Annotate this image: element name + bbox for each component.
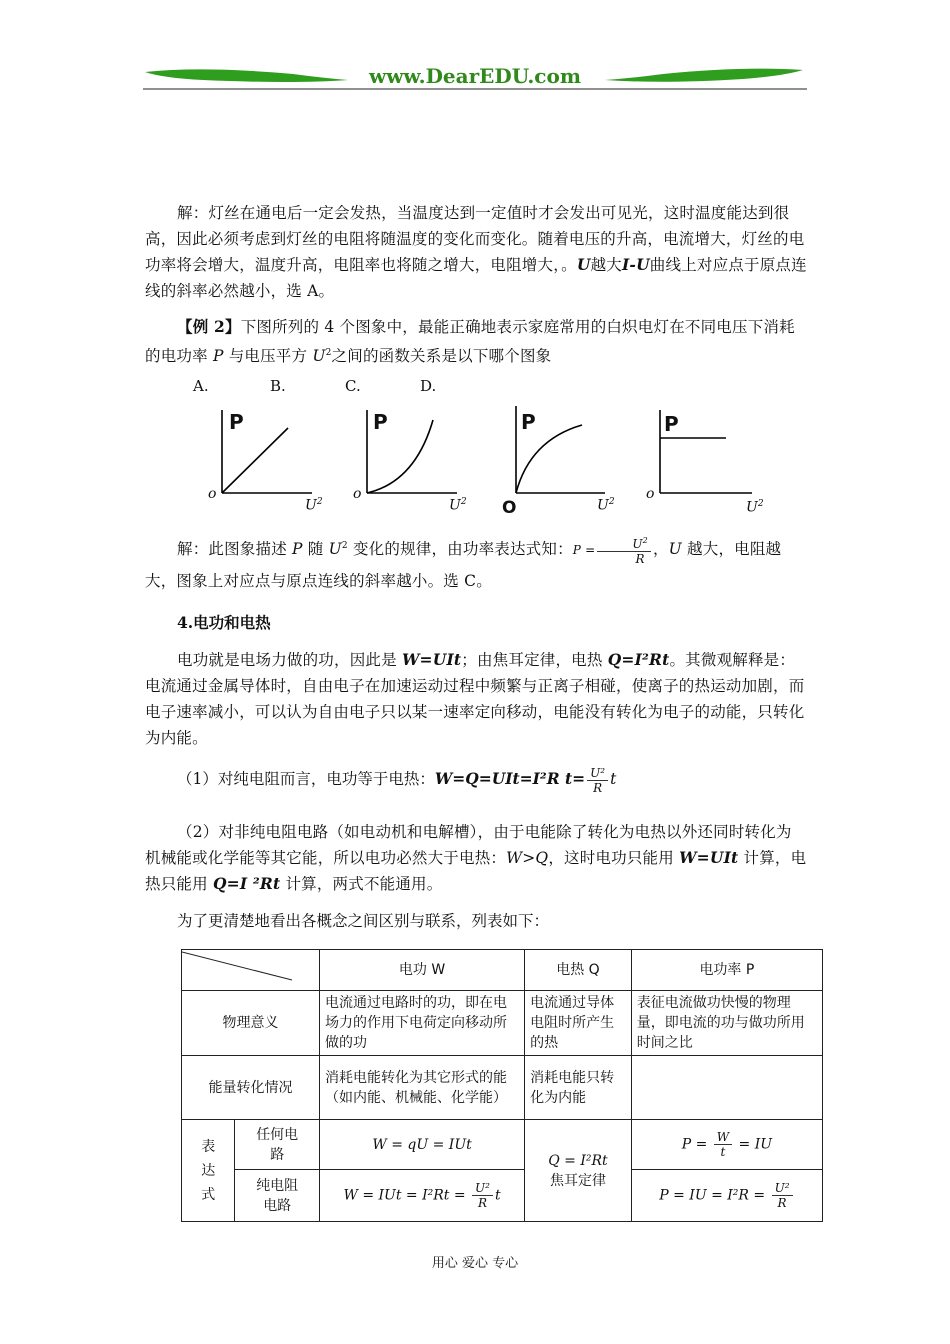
solution-paragraph-1: 解：灯丝在通电后一定会发热，当温度达到一定值时才会发出可见光，这时温度能达到很高，因此必须考虑到灯丝的电阻将随温度的变化而变化。随着电压的升高，电流增大，灯丝的电功率将会增大，温度升高，电阻率也将随之增大，电阻增大，。U越大I-U曲线上对应点于原点连线的斜率必然越小，选 A。 xyxy=(145,204,807,300)
graph-c-origin: O xyxy=(502,498,517,518)
power-pure-formula: P = IU = I²R = $\frac{\text{U²}}{R}$ xyxy=(631,1170,822,1222)
table-intro: 为了更清楚地看出各概念之间区别与联系，列表如下： xyxy=(177,912,550,930)
section-4-title: 4.电功和电热 xyxy=(177,613,271,632)
comparison-table xyxy=(181,949,823,1222)
graph-c-curve xyxy=(516,425,582,493)
power-fraction: $\frac{U^2}{R}$ xyxy=(597,534,651,566)
power-any-formula: P = $\frac{W}{t}$ = IU xyxy=(631,1120,822,1170)
energy-work: 消耗电能转化为其它形式的能（如内能、机械能、化学能） xyxy=(320,1056,525,1120)
graph-b-origin: o xyxy=(353,486,362,502)
graphs-figure xyxy=(200,400,770,525)
table-header-row xyxy=(182,950,823,991)
option-b: B. xyxy=(270,377,286,395)
work-pure-formula: W = IUt = I²Rt = $\frac{\text{U²}}{R}$ t xyxy=(320,1170,525,1222)
page-footer: 用心 爱心 专心 xyxy=(431,1256,519,1271)
table-corner-cell xyxy=(182,950,320,991)
meaning-work: 电流通过电路时的功，即在电场力的作用下电荷定向移动所做的功 xyxy=(320,991,525,1056)
graph-d-x-label: $U^2$ xyxy=(746,499,764,516)
graph-d-origin: o xyxy=(646,486,655,502)
option-c: C. xyxy=(345,377,361,395)
heat-formula-cell: Q = I²Rt 焦耳定律 xyxy=(525,1120,632,1222)
graph-a-x-label: $U^2$ xyxy=(305,497,323,514)
row-label-energy: 能量转化情况 xyxy=(182,1056,320,1120)
table-row xyxy=(182,991,823,1056)
energy-heat: 消耗电能只转化为内能 xyxy=(525,1056,632,1120)
meaning-heat: 电流通过导体电阻时所产生的热 xyxy=(525,991,632,1056)
point-2: （2）对非纯电阻电路（如电动机和电解槽），由于电能除了转化为电热以外还同时转化为机械能或化学能等其它能，所以电功必然大于电热：W>Q，这时电功只能用 W=UIt 计算，电热只能用 Q=I ²Rt 计算，两式不能通用。 xyxy=(145,823,807,893)
point-1: （1）对纯电阻而言，电功等于电热：W=Q=UIt=I²R t= $\frac{\text{U²}}{R}$ t xyxy=(177,765,617,795)
graph-a-y-label: P xyxy=(229,410,244,434)
header-work: 电功 W xyxy=(320,950,525,991)
meaning-power: 表征电流做功快慢的物理量，即电流的功与做功所用时间之比 xyxy=(631,991,822,1056)
site-title[interactable]: www.DearEDU.com xyxy=(368,64,581,88)
graph-a-origin: o xyxy=(208,486,217,502)
any-circuit-label: 任何电路 xyxy=(235,1120,320,1170)
table-row xyxy=(182,1056,823,1120)
pure-circuit-label: 纯电阻电路 xyxy=(235,1170,320,1222)
example-2-question: 【例 2】下图所列的 4 个图象中，最能正确地表示家庭常用的白炽电灯在不同电压下消耗的电功率 P 与电压平方 $U^2$之间的函数关系是以下哪个图象 xyxy=(145,317,795,366)
header-heat: 电热 Q xyxy=(525,950,632,991)
graph-c-y-label: P xyxy=(521,410,536,434)
row-label-expression: 表达式 xyxy=(182,1120,235,1222)
graph-b-y-label: P xyxy=(373,410,388,434)
option-d: D. xyxy=(420,377,437,395)
header-banner xyxy=(143,62,807,92)
solution-paragraph-2: 解：此图象描述 P 随 $U^2$ 变化的规律，由功率表达式知：P = $\frac{U^2}{R}$ ，U 越大，电阻越大，图象上对应点与原点连线的斜率越小。选 C。 xyxy=(145,536,782,591)
graph-c-x-label: $U^2$ xyxy=(597,497,615,514)
graph-d-y-label: P xyxy=(664,412,679,436)
row-label-meaning: 物理意义 xyxy=(182,991,320,1056)
graph-a-curve xyxy=(222,428,288,493)
option-a: A. xyxy=(193,377,209,395)
header-power: 电功率 P xyxy=(631,950,822,991)
table-row xyxy=(182,1170,823,1222)
work-paragraph: 电功就是电场力做的功，因此是 W=UIt；由焦耳定律，电热 Q=I²Rt。其微观解释是：电流通过金属导体时，自由电子在加速运动过程中频繁与正离子相碰，使离子的热运动加剧，而电子速率减小，可以认为自由电子只以某一速率定向移动，电能没有转化为电子的动能，只转化为内能。 xyxy=(145,650,805,747)
graph-b-x-label: $U^2$ xyxy=(449,497,467,514)
work-any-formula: W = qU = IUt xyxy=(320,1120,525,1170)
energy-power xyxy=(631,1056,822,1120)
table-row xyxy=(182,1120,823,1170)
